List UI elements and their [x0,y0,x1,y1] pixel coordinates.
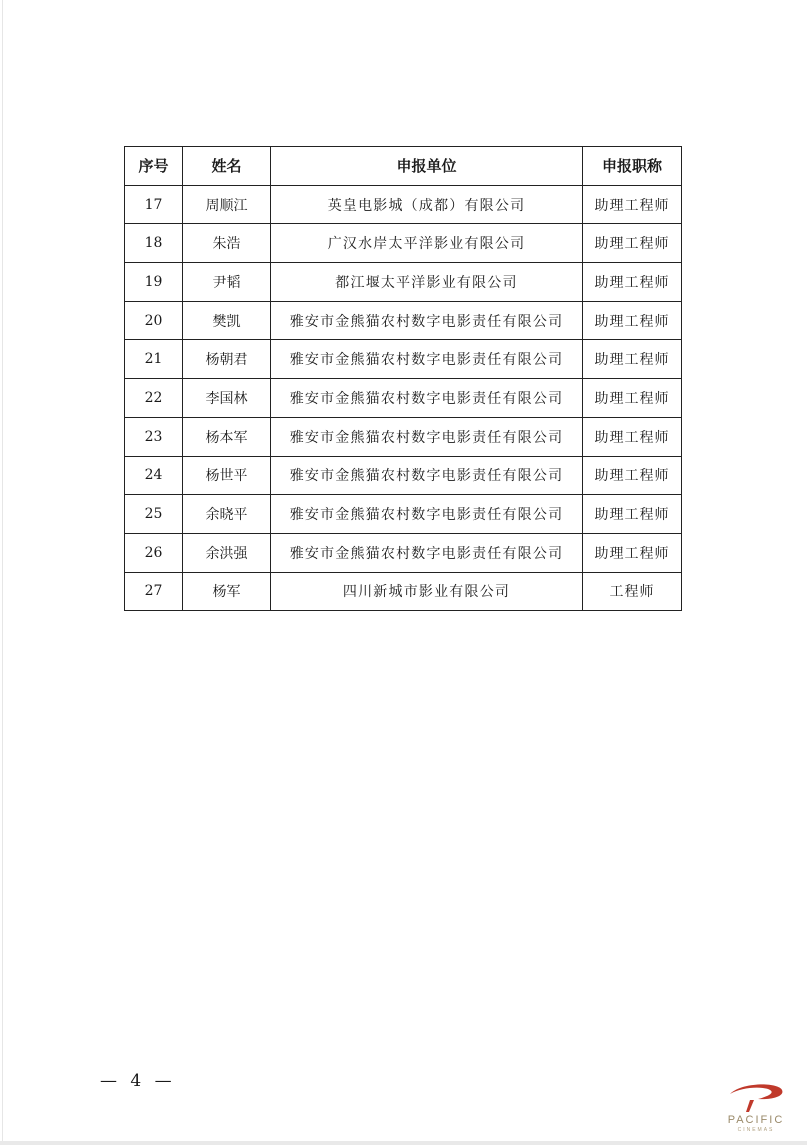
header-serial-number: 序号 [125,147,183,186]
table-row [125,185,682,224]
cell-name: 杨朝君 [183,340,271,379]
table-row [125,224,682,263]
cell-organization: 广汉水岸太平洋影业有限公司 [271,224,583,263]
table-row [125,533,682,572]
cell-serial-number: 18 [125,224,183,263]
table-row [125,495,682,534]
table-header-row [125,147,682,186]
cell-organization: 都江堰太平洋影业有限公司 [271,263,583,302]
cell-serial-number: 21 [125,340,183,379]
cell-organization: 雅安市金熊猫农村数字电影责任有限公司 [271,495,583,534]
cell-serial-number: 24 [125,456,183,495]
cell-job-title: 助理工程师 [583,417,682,456]
cell-name: 杨军 [183,572,271,611]
cell-organization: 雅安市金熊猫农村数字电影责任有限公司 [271,533,583,572]
table-row [125,572,682,611]
cell-name: 周顺江 [183,185,271,224]
table-row [125,340,682,379]
cell-serial-number: 17 [125,185,183,224]
cell-name: 樊凯 [183,301,271,340]
header-organization: 申报单位 [271,147,583,186]
cell-organization: 雅安市金熊猫农村数字电影责任有限公司 [271,417,583,456]
cell-job-title: 工程师 [583,572,682,611]
cell-name: 杨世平 [183,456,271,495]
table-row [125,379,682,418]
cell-job-title: 助理工程师 [583,301,682,340]
cell-name: 李国林 [183,379,271,418]
cell-organization: 雅安市金熊猫农村数字电影责任有限公司 [271,340,583,379]
cell-name: 余晓平 [183,495,271,534]
cell-name: 杨本军 [183,417,271,456]
cell-organization: 雅安市金熊猫农村数字电影责任有限公司 [271,456,583,495]
pacific-cinemas-logo [712,1078,800,1138]
cell-organization: 英皇电影城（成都）有限公司 [271,185,583,224]
cell-serial-number: 20 [125,301,183,340]
applicant-table [124,146,682,611]
cell-name: 朱浩 [183,224,271,263]
page-bottom-edge [0,1141,807,1145]
cell-job-title: 助理工程师 [583,340,682,379]
logo-sub-text: CINEMAS [737,1127,775,1133]
table-row [125,301,682,340]
cell-job-title: 助理工程师 [583,224,682,263]
cell-serial-number: 19 [125,263,183,302]
page-left-edge [2,0,3,1145]
cell-job-title: 助理工程师 [583,533,682,572]
cell-serial-number: 22 [125,379,183,418]
cell-organization: 雅安市金熊猫农村数字电影责任有限公司 [271,301,583,340]
cell-job-title: 助理工程师 [583,263,682,302]
table-row [125,456,682,495]
cell-serial-number: 27 [125,572,183,611]
logo-brand-text: PACIFIC [727,1114,785,1126]
cell-job-title: 助理工程师 [583,495,682,534]
cell-name: 余洪强 [183,533,271,572]
header-job-title: 申报职称 [583,147,682,186]
cell-serial-number: 26 [125,533,183,572]
cell-serial-number: 25 [125,495,183,534]
cell-serial-number: 23 [125,417,183,456]
logo-swoosh-icon [712,1078,800,1118]
cell-organization: 雅安市金熊猫农村数字电影责任有限公司 [271,379,583,418]
cell-job-title: 助理工程师 [583,185,682,224]
cell-name: 尹韬 [183,263,271,302]
cell-job-title: 助理工程师 [583,456,682,495]
cell-job-title: 助理工程师 [583,379,682,418]
page-number: — 4 — [100,1071,176,1091]
table-row [125,417,682,456]
cell-organization: 四川新城市影业有限公司 [271,572,583,611]
header-name: 姓名 [183,147,271,186]
table-row [125,263,682,302]
